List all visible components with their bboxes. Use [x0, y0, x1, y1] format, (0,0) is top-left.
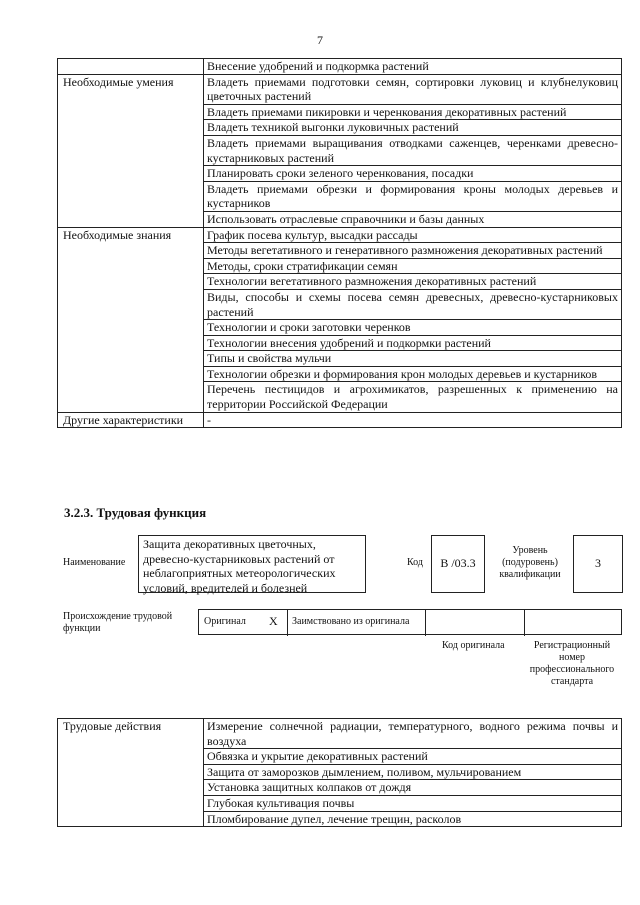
actions-table [57, 718, 622, 827]
group-item: Владеть приемами пикировки и черенкования декоративных растений [204, 104, 622, 120]
code-original-cell [425, 610, 524, 636]
table-row [58, 59, 622, 75]
requirements-table [57, 58, 622, 428]
reg-number-caption: Регистрационный номер профессионального стандарта [529, 640, 615, 687]
group-item: Технологии и сроки заготовки черенков [204, 320, 622, 336]
table-row [58, 227, 622, 243]
group-item: Технологии вегетативного размножения декоративных растений [204, 274, 622, 290]
group-item: График посева культур, высадки рассады [204, 227, 622, 243]
group-item: Планировать сроки зеленого черенкования, посадки [204, 166, 622, 182]
group-item: Установка защитных колпаков от дождя [204, 780, 622, 796]
table-row [58, 719, 622, 749]
name-label: Наименование [63, 557, 126, 568]
group-label: Другие характеристики [58, 412, 204, 428]
group-item: Глубокая культивация почвы [204, 795, 622, 811]
group-item: Владеть приемами обрезки и формирования кроны молодых деревьев и кустарников [204, 181, 622, 211]
group-item: Перечень пестицидов и агрохимикатов, разрешенных к применению на территории Российской Федерации [204, 382, 622, 412]
group-item: - [204, 412, 622, 428]
group-label: Необходимые умения [58, 74, 204, 227]
original-label: Оригинал [204, 616, 246, 627]
table-row [58, 74, 622, 104]
code-field: В /03.3 [431, 535, 485, 593]
original-mark: X [269, 614, 278, 628]
group-item: Внесение удобрений и подкормка растений [204, 59, 622, 75]
group-item: Защита от заморозков дымлением, поливом, мульчированием [204, 764, 622, 780]
group-item: Виды, способы и схемы посева семян древесных, древесно-кустарниковых растений [204, 289, 622, 319]
group-label: Необходимые знания [58, 227, 204, 412]
group-item: Владеть приемами выращивания отводками саженцев, черенками древесно-кустарниковых растений [204, 135, 622, 165]
group-item: Пломбирование дупел, лечение трещин, расколов [204, 811, 622, 827]
group-item: Методы вегетативного и генеративного размножения декоративных растений [204, 243, 622, 259]
group-item: Технологии обрезки и формирования крон молодых деревьев и кустарников [204, 366, 622, 382]
page-number: 7 [317, 33, 323, 47]
group-item: Технологии внесения удобрений и подкормки растений [204, 335, 622, 351]
code-original-caption: Код оригинала [442, 640, 505, 651]
reg-number-cell [524, 610, 624, 636]
table-row [58, 412, 622, 428]
function-name-field: Защита декоративных цветочных, древесно-кустарниковых растений от неблагоприятных метеорологических условий, вредителей и болезней [138, 535, 366, 593]
borrowed-cell: Заимствовано из оригинала [287, 610, 425, 636]
origin-row [198, 609, 622, 635]
code-label: Код [407, 557, 423, 568]
section-heading: 3.2.3. Трудовая функция [64, 505, 207, 520]
original-cell [199, 610, 287, 636]
group-item: Использовать отраслевые справочники и базы данных [204, 211, 622, 227]
group-label [58, 59, 204, 75]
group-item: Измерение солнечной радиации, температурного, водного режима почвы и воздуха [204, 719, 622, 749]
group-item: Обвязка и укрытие декоративных растений [204, 749, 622, 765]
group-item: Владеть приемами подготовки семян, сортировки луковиц и клубнелуковиц цветочных растений [204, 74, 622, 104]
origin-label: Происхождение трудовой функции [63, 611, 173, 634]
group-label: Трудовые действия [58, 719, 204, 827]
group-item: Методы, сроки стратификации семян [204, 258, 622, 274]
level-field: 3 [573, 535, 623, 593]
level-label: Уровень (подуровень) квалификации [499, 545, 561, 580]
group-item: Типы и свойства мульчи [204, 351, 622, 367]
group-item: Владеть техникой выгонки луковичных растений [204, 120, 622, 136]
